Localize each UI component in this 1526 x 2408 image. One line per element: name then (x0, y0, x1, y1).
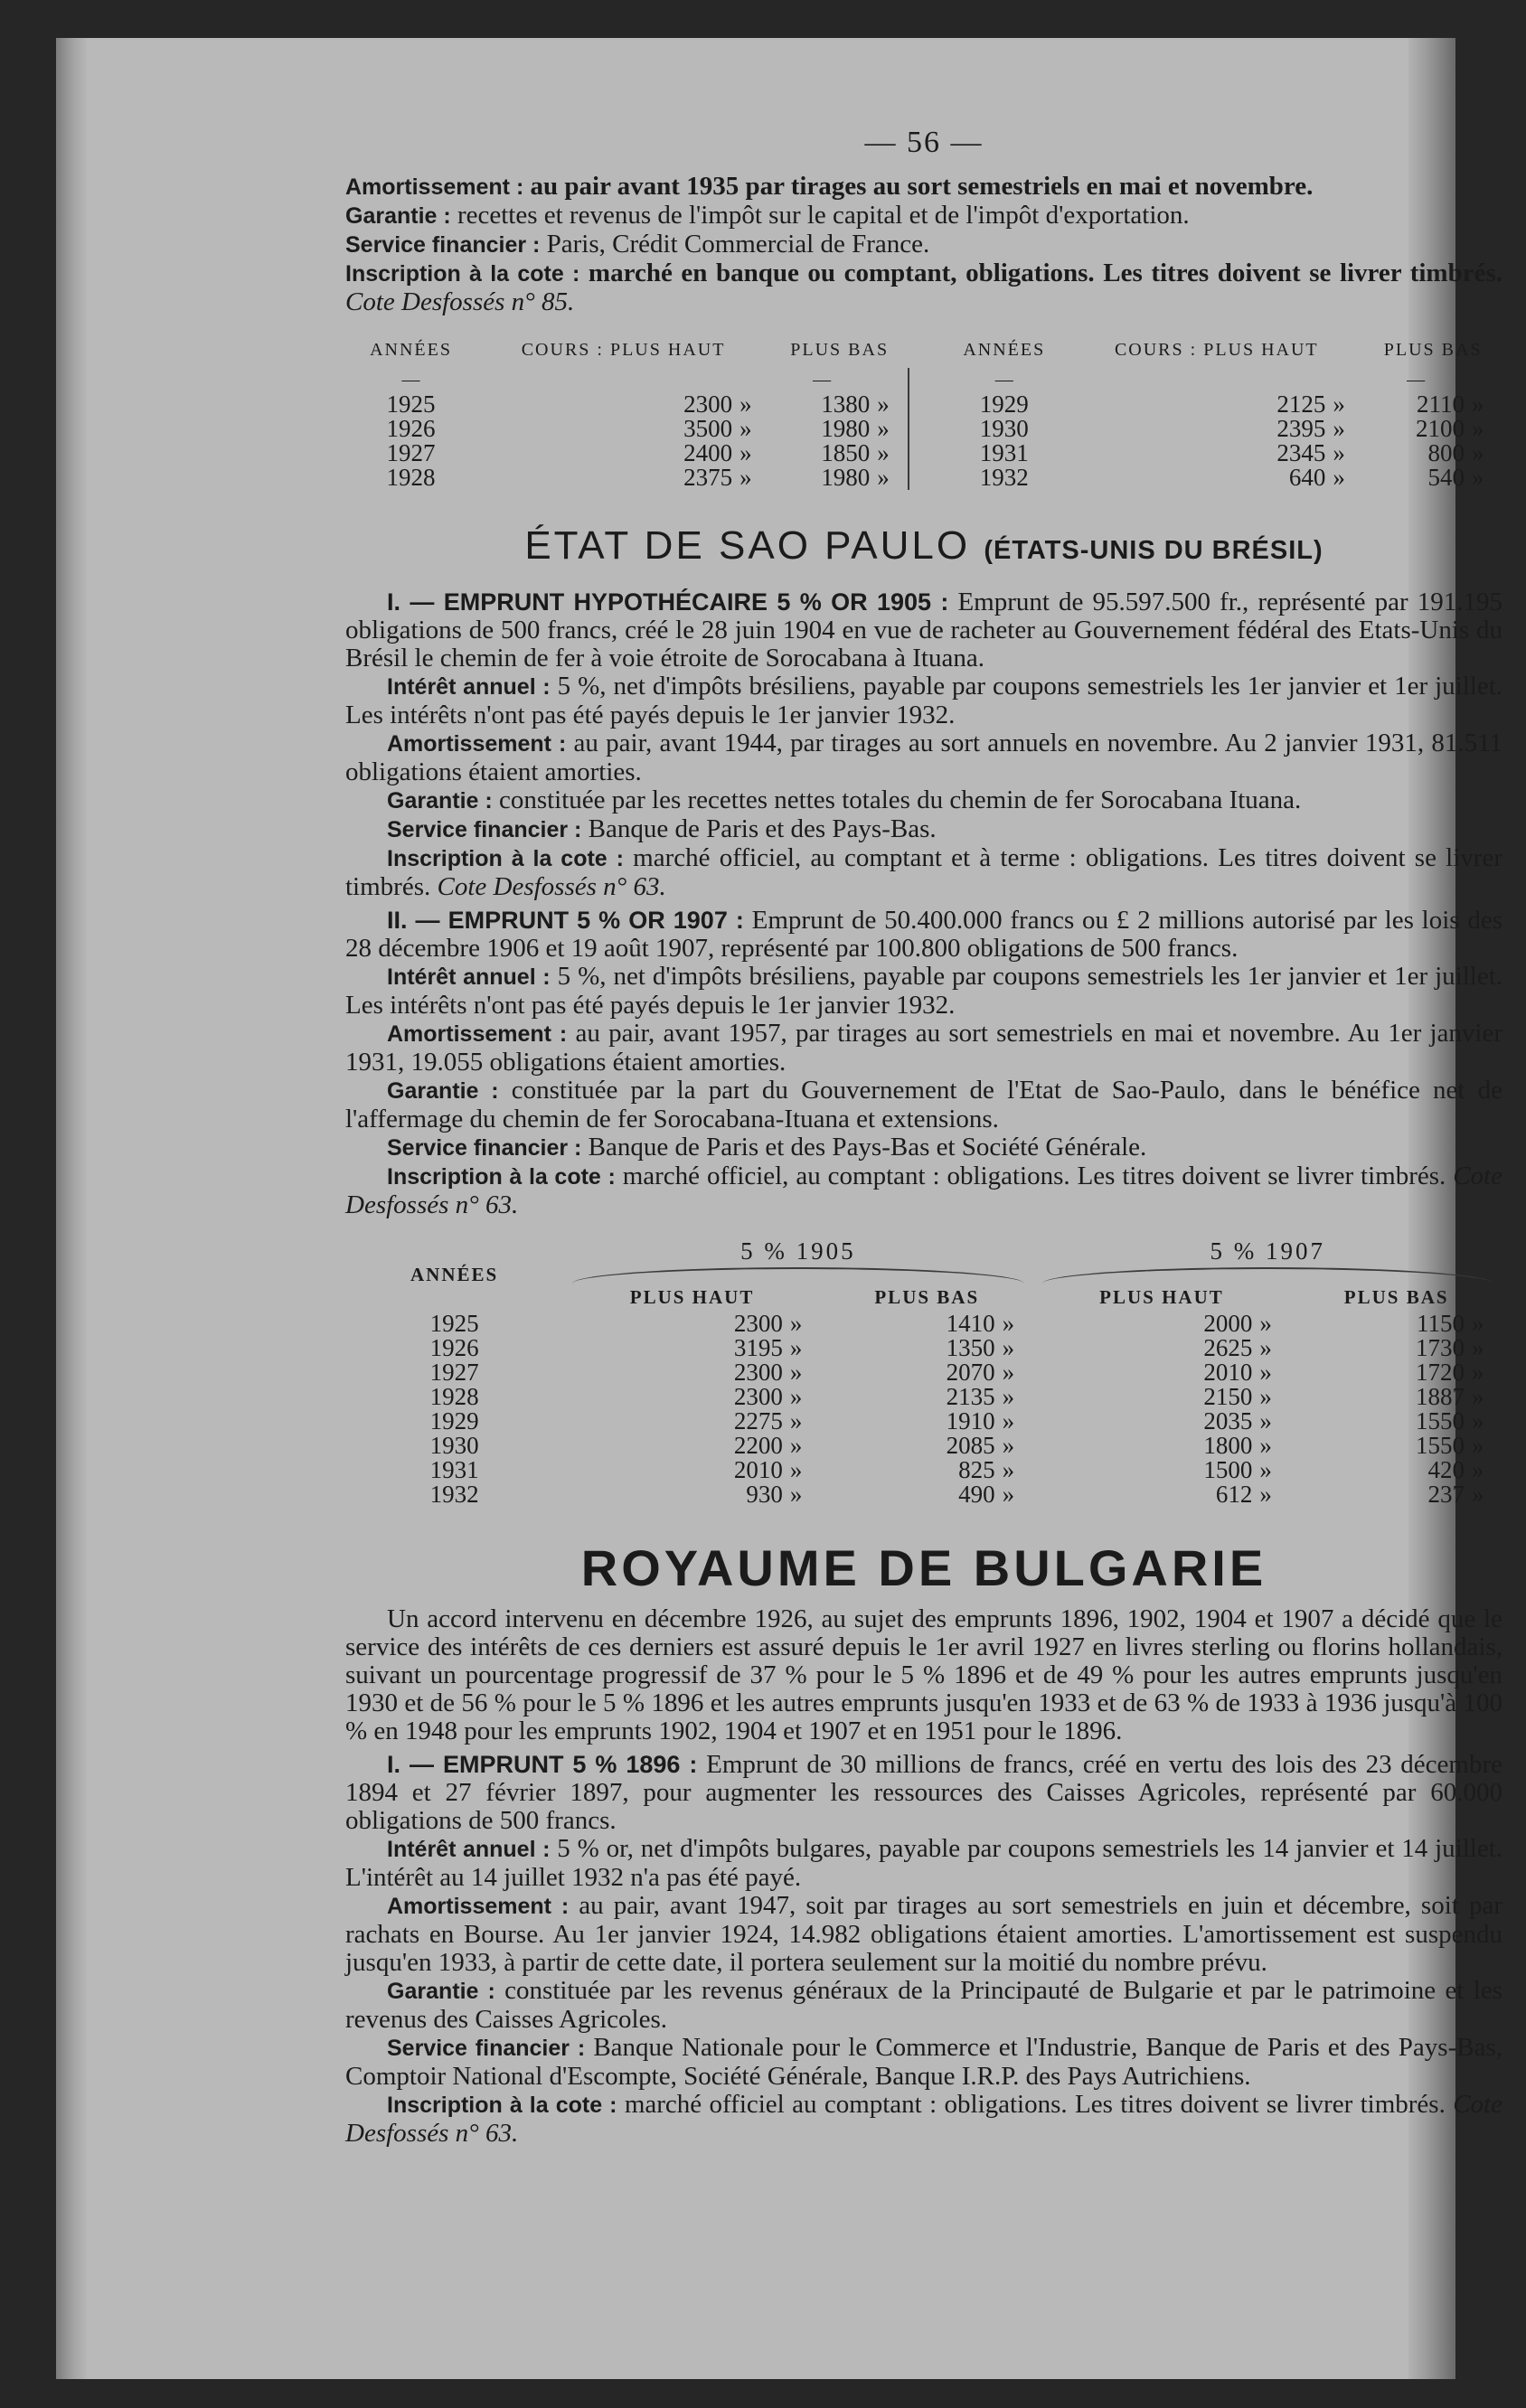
ditto: » (1333, 390, 1345, 418)
brace (563, 1267, 1032, 1284)
label: I. — EMPRUNT 5 % 1896 : (387, 1751, 698, 1778)
haut-1905: 2010 (733, 1456, 783, 1483)
text: Banque de Paris et des Pays-Bas et Société Générale. (581, 1133, 1147, 1162)
cote: Cote Desfossés n° 63. (437, 872, 666, 901)
ditto: » (1333, 415, 1345, 442)
e1-inscription (345, 844, 1502, 901)
year: 1928 (429, 1383, 479, 1410)
plus-haut: 2395 (1276, 415, 1326, 442)
label: Garantie : (345, 203, 451, 229)
year: 1931 (429, 1456, 479, 1483)
table-row (345, 1336, 1502, 1360)
bas-1907: 1720 (1416, 1359, 1465, 1386)
title: ÉTAT DE SAO PAULO (524, 523, 971, 568)
plus-bas: 1980 (821, 415, 871, 442)
scanned-page (56, 38, 1503, 2379)
table-row (345, 392, 1502, 417)
intro-service (345, 230, 1502, 259)
haut-1905: 3195 (733, 1334, 783, 1361)
haut-1905: 2200 (733, 1432, 783, 1459)
haut-1907: 2035 (1203, 1407, 1253, 1434)
ditto: » (1472, 1481, 1484, 1508)
year: 1932 (429, 1481, 479, 1508)
ditto: » (739, 415, 752, 442)
ditto: » (1002, 1334, 1015, 1361)
dash: — (994, 370, 1013, 390)
group-header-1907: 5 % 1907 (1210, 1237, 1326, 1265)
ditto: » (739, 464, 752, 491)
year: 1926 (429, 1334, 479, 1361)
label: Service financier : (387, 817, 582, 842)
table-row (345, 1385, 1502, 1409)
ditto: » (877, 439, 890, 466)
price-table-2 (345, 1237, 1502, 1507)
plus-haut: 2125 (1276, 390, 1326, 418)
label: Inscription à la cote : (387, 1164, 616, 1190)
ditto: » (739, 439, 752, 466)
table-row (345, 1360, 1502, 1385)
plus-haut: 2300 (683, 390, 733, 418)
emprunt-1907 (345, 907, 1502, 963)
bas-1905: 2085 (946, 1432, 995, 1459)
label: Service financier : (345, 232, 541, 258)
e2-amortissement (345, 1020, 1502, 1077)
year: 1931 (979, 439, 1029, 466)
text: au pair, avant 1947, soit par tirages au sort semestriels en juin et décembre, soit par rachats en Bourse. Au 1er janvier 1924, 14.982 obligations étaient amorties. L'amortissement est suspendu jusqu'en 1933, à partir de cette date, il portera seulement sur la moitié du nombre prévu. (345, 1891, 1502, 1977)
bas-1905: 825 (958, 1456, 995, 1483)
plus-bas: 1380 (821, 390, 871, 418)
bas-1905: 2070 (946, 1359, 995, 1386)
ditto: » (1472, 1383, 1484, 1410)
ditto: » (877, 464, 890, 491)
e1-interet (345, 673, 1502, 729)
ditto: » (1002, 1407, 1015, 1434)
table-row (345, 1312, 1502, 1336)
cote: Cote Desfossés n° 63. (345, 1162, 1502, 1219)
ditto: » (1259, 1456, 1272, 1483)
ditto: » (1472, 390, 1484, 418)
ditto: » (1472, 439, 1484, 466)
label: Amortissement : (387, 1021, 568, 1047)
bas-1905: 2135 (946, 1383, 995, 1410)
year: 1927 (386, 439, 436, 466)
ditto: » (1259, 1310, 1272, 1337)
ditto: » (739, 390, 752, 418)
text: Banque Nationale pour le Commerce et l'Industrie, Banque de Paris et des Pays-Bas, Comptoir National d'Escompte, Société Générale, Banque I.R.P. des Pays Autrichiens. (345, 2033, 1502, 2091)
haut-1907: 2010 (1203, 1359, 1253, 1386)
group-header-1905: 5 % 1905 (740, 1237, 856, 1265)
year: 1925 (386, 390, 436, 418)
section-title-sao-paulo (345, 523, 1502, 568)
dash: — (1407, 370, 1426, 390)
ditto: » (789, 1334, 803, 1361)
ditto: » (1002, 1359, 1015, 1386)
bas-1907: 1887 (1416, 1383, 1465, 1410)
year: 1925 (429, 1310, 479, 1337)
plus-haut: 3500 (683, 415, 733, 442)
plus-haut: 2345 (1276, 439, 1326, 466)
ditto: » (789, 1456, 803, 1483)
ditto: » (1259, 1407, 1272, 1434)
plus-bas: 1980 (821, 464, 871, 491)
e2-interet (345, 963, 1502, 1020)
e2-inscription (345, 1162, 1502, 1219)
table-row (345, 417, 1502, 441)
bg-service (345, 2034, 1502, 2091)
ditto: » (1002, 1310, 1015, 1337)
ditto: » (789, 1481, 803, 1508)
bas-1907: 420 (1427, 1456, 1465, 1483)
bas-1907: 1730 (1416, 1334, 1465, 1361)
label: Garantie : (387, 788, 493, 814)
year: 1928 (386, 464, 436, 491)
e1-garantie (345, 786, 1502, 815)
label: Garantie : (387, 1078, 499, 1104)
intro-garantie (345, 202, 1502, 230)
intro-amortissement (345, 173, 1502, 202)
e1-amortissement (345, 729, 1502, 786)
e2-service (345, 1133, 1502, 1162)
ditto: » (1002, 1432, 1015, 1459)
label: Inscription à la cote : (387, 2093, 617, 2118)
plus-bas: 540 (1427, 464, 1465, 491)
col-header: PLUS BAS (1383, 340, 1483, 360)
ditto: » (789, 1432, 803, 1459)
bg-amortissement (345, 1892, 1502, 1977)
ditto: » (1333, 464, 1345, 491)
text: marché officiel au comptant : obligations. Les titres doivent se livrer timbrés. (617, 2090, 1454, 2119)
plus-bas: 1850 (821, 439, 871, 466)
table-row (345, 1434, 1502, 1458)
year: 1927 (429, 1359, 479, 1386)
col-header: COURS : PLUS HAUT (521, 340, 726, 360)
bas-1905: 1410 (946, 1310, 995, 1337)
bas-1907: 237 (1427, 1481, 1465, 1508)
ditto: » (1333, 439, 1345, 466)
table-row (345, 441, 1502, 466)
brace (1033, 1267, 1502, 1284)
label: Amortissement : (345, 174, 524, 200)
cote: Cote Desfossés n° 85. (345, 287, 575, 316)
haut-1905: 2300 (733, 1383, 783, 1410)
haut-1907: 2150 (1203, 1383, 1253, 1410)
haut-1905: 2300 (733, 1310, 783, 1337)
dash: — (401, 370, 420, 390)
text: Emprunt de 50.400.000 francs ou £ 2 millions autorisé par les lois des 28 décembre 1906 et 19 août 1907, représenté par 100.800 obligations de 500 francs. (345, 906, 1503, 963)
table-row (345, 1458, 1502, 1482)
ditto: » (1472, 1310, 1484, 1337)
subtitle: (ÉTATS-UNIS DU BRÉSIL) (984, 536, 1323, 565)
ditto: » (1002, 1383, 1015, 1410)
text: marché officiel, au comptant et à terme : obligations. Les titres doivent se livrer timbrés. (345, 843, 1502, 901)
bas-1905: 1350 (946, 1334, 995, 1361)
plus-bas: 2100 (1416, 415, 1465, 442)
label: I. — EMPRUNT HYPOTHÉCAIRE 5 % OR 1905 : (387, 588, 949, 616)
text: Emprunt de 95.597.500 fr., représenté par 191.195 obligations de 500 francs, créé le 28 juin 1904 en vue de racheter au Gouvernement fédéral des Etats-Unis du Brésil le chemin de fer à voie étroite de Sorocabana à Ituana. (345, 588, 1502, 673)
intro-inscription (345, 259, 1502, 316)
emprunt-1905 (345, 588, 1502, 673)
table-row (345, 1482, 1502, 1507)
text: constituée par les revenus généraux de la Principauté de Bulgarie et par le patrimoine et les revenus des Caisses Agricoles. (345, 1976, 1502, 2034)
haut-1907: 2625 (1203, 1334, 1253, 1361)
text: recettes et revenus de l'impôt sur le capital et de l'impôt d'exportation. (450, 201, 1190, 230)
col-header: PLUS BAS (874, 1286, 980, 1308)
ditto: » (1472, 1456, 1484, 1483)
label: Intérêt annuel : (387, 1837, 551, 1862)
plus-bas: 800 (1427, 439, 1465, 466)
page-content (345, 128, 1502, 2148)
plus-haut: 2400 (683, 439, 733, 466)
haut-1907: 1800 (1203, 1432, 1253, 1459)
text: marché en banque ou comptant, obligations. Les titres doivent se livrer timbrés. (579, 259, 1502, 287)
text: Banque de Paris et des Pays-Bas. (581, 814, 937, 843)
text: constituée par la part du Gouvernement de l'Etat de Sao-Paulo, dans le bénéfice net de l'affermage du chemin de fer Sorocabana-Ituana et extensions. (345, 1076, 1502, 1133)
label: Inscription à la cote : (345, 261, 580, 287)
ditto: » (1472, 464, 1484, 491)
e2-garantie (345, 1077, 1502, 1133)
bas-1907: 1550 (1416, 1432, 1465, 1459)
ditto: » (1472, 1432, 1484, 1459)
page-binding-shadow (56, 38, 87, 2379)
col-header: PLUS BAS (1343, 1286, 1449, 1308)
col-header: COURS : PLUS HAUT (1114, 340, 1319, 360)
col-header: PLUS HAUT (629, 1286, 755, 1308)
e1-service (345, 815, 1502, 844)
haut-1907: 612 (1215, 1481, 1253, 1508)
label: Service financier : (387, 1135, 582, 1161)
bg-interet (345, 1835, 1502, 1892)
label: Intérêt annuel : (387, 674, 551, 700)
ditto: » (1259, 1334, 1272, 1361)
bas-1905: 1910 (946, 1407, 995, 1434)
ditto: » (1259, 1383, 1272, 1410)
ditto: » (789, 1407, 803, 1434)
text: Paris, Crédit Commercial de France. (540, 230, 930, 259)
label: Inscription à la cote : (387, 846, 624, 871)
ditto: » (877, 415, 890, 442)
text: au pair avant 1935 par tirages au sort semestriels en mai et novembre. (523, 172, 1314, 201)
ditto: » (1002, 1456, 1015, 1483)
label: Amortissement : (387, 1894, 570, 1919)
text: 5 %, net d'impôts brésiliens, payable par coupons semestriels les 1er janvier et 1er juillet. Les intérêts n'ont pas été payés depuis le 1er janvier 1932. (345, 672, 1503, 729)
ditto: » (1472, 1334, 1484, 1361)
label: Amortissement : (387, 731, 567, 757)
section-title-bulgarie: ROYAUME DE BULGARIE (580, 1539, 1267, 1596)
ditto: » (1259, 1432, 1272, 1459)
label: II. — EMPRUNT 5 % OR 1907 : (387, 907, 744, 934)
ditto: » (1472, 1407, 1484, 1434)
bas-1907: 1550 (1416, 1407, 1465, 1434)
year: 1929 (429, 1407, 479, 1434)
label: Intérêt annuel : (387, 964, 551, 990)
haut-1905: 930 (746, 1481, 783, 1508)
col-header: ANNÉES (963, 340, 1046, 360)
ditto: » (877, 390, 890, 418)
ditto: » (1259, 1481, 1272, 1508)
plus-haut: 640 (1288, 464, 1326, 491)
price-table-1 (345, 336, 1502, 490)
ditto: » (1472, 1359, 1484, 1386)
text: 5 %, net d'impôts brésiliens, payable par coupons semestriels les 1er janvier et 1er juillet. Les intérêts n'ont pas été payés depuis le 1er janvier 1932. (345, 962, 1503, 1020)
ditto: » (789, 1310, 803, 1337)
col-header: ANNÉES (370, 340, 452, 360)
text: au pair, avant 1944, par tirages au sort annuels en novembre. Au 2 janvier 1931, 81.511 obligations étaient amorties. (345, 729, 1502, 786)
dash: — (813, 370, 832, 390)
text: au pair, avant 1957, par tirages au sort semestriels en mai et novembre. Au 1er janvier 1931, 19.055 obligations étaient amorties. (345, 1019, 1502, 1077)
haut-1907: 2000 (1203, 1310, 1253, 1337)
page-number: — 56 — (864, 126, 984, 159)
emprunt-1896 (345, 1751, 1502, 1835)
bulgarie-intro: Un accord intervenu en décembre 1926, au sujet des emprunts 1896, 1902, 1904 et 1907 a décidé que le service des intérêts de ces derniers est assuré depuis le 1er avril 1927 en livres sterling ou florins hollandais, suivant un pourcentage progressif de 37 % pour le 5 % 1896 et de 49 % pour les autres emprunts jusqu'en 1930 et de 56 % pour le 5 % 1896 et les autres emprunts jusqu'en 1933 et de 63 % de 1933 à 1936 jusqu'à 100 % en 1948 pour les emprunts 1902, 1904 et 1907 et en 1951 pour le 1896. (345, 1604, 1502, 1745)
text: Emprunt de 30 millions de francs, créé en vertu des lois des 23 décembre 1894 et 27 février 1897, pour augmenter les ressources des Caisses Agricoles, représenté par 60.000 obligations de 500 francs. (345, 1750, 1502, 1835)
plus-haut: 2375 (683, 464, 733, 491)
ditto: » (789, 1359, 803, 1386)
table-row (345, 1409, 1502, 1434)
bas-1905: 490 (958, 1481, 995, 1508)
year: 1930 (429, 1432, 479, 1459)
cote: Cote Desfossés n° 63. (345, 2090, 1502, 2148)
separator (909, 336, 938, 368)
bg-garantie (345, 1977, 1502, 2034)
text: marché officiel, au comptant : obligations. Les titres doivent se livrer timbrés. (615, 1162, 1454, 1190)
plus-bas: 2110 (1417, 390, 1465, 418)
year: 1929 (979, 390, 1029, 418)
ditto: » (1259, 1359, 1272, 1386)
text: constituée par les recettes nettes totales du chemin de fer Sorocabana Ituana. (492, 785, 1302, 814)
label: Service financier : (387, 2036, 586, 2061)
col-header-annees: ANNÉES (410, 1263, 499, 1285)
haut-1907: 1500 (1203, 1456, 1253, 1483)
ditto: » (789, 1383, 803, 1410)
ditto: » (1472, 415, 1484, 442)
year: 1932 (979, 464, 1029, 491)
bas-1907: 1150 (1417, 1310, 1465, 1337)
text: 5 % or, net d'impôts bulgares, payable par coupons semestriels les 14 janvier et 14 juillet. L'intérêt au 14 juillet 1932 n'a pas été payé. (345, 1834, 1503, 1892)
bg-inscription (345, 2091, 1502, 2148)
year: 1926 (386, 415, 436, 442)
year: 1930 (979, 415, 1029, 442)
col-header: PLUS HAUT (1099, 1286, 1224, 1308)
haut-1905: 2275 (733, 1407, 783, 1434)
haut-1905: 2300 (733, 1359, 783, 1386)
col-header: PLUS BAS (790, 340, 890, 360)
label: Garantie : (387, 1979, 495, 2004)
table-row (345, 466, 1502, 490)
ditto: » (1002, 1481, 1015, 1508)
